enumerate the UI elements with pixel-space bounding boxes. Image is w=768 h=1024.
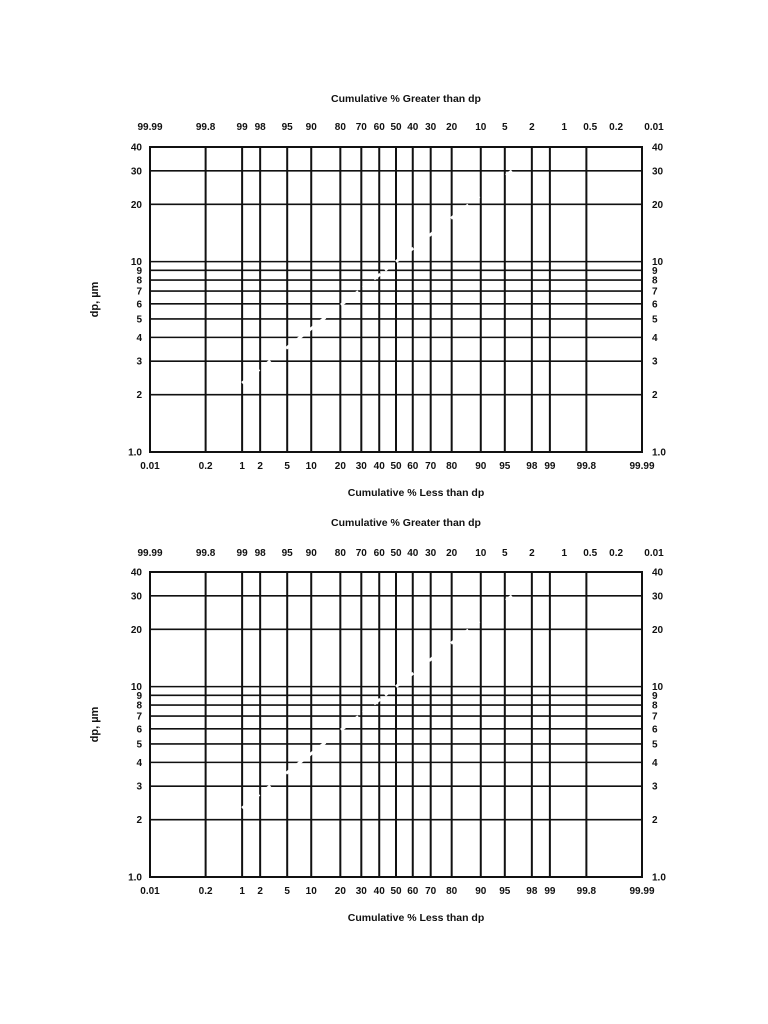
x-tick-label-top: 5: [502, 548, 508, 559]
y-tick-label-right: 6: [652, 724, 658, 736]
y-tick-label-right: 2: [652, 815, 658, 827]
x-tick-label-top: 10: [475, 122, 487, 133]
x-tick-label-top: 70: [355, 122, 367, 133]
y-tick-label-left: 4: [136, 332, 142, 344]
y-tick-label-right: 1.0: [652, 447, 666, 459]
x-tick-label-bottom: 80: [446, 461, 458, 472]
x-tick-label-bottom: 0.01: [140, 886, 160, 897]
x-tick-label-bottom: 99.99: [629, 461, 655, 472]
y-tick-label-right: 10: [652, 682, 664, 694]
x-tick-label-top: 70: [355, 548, 367, 559]
x-tick-label-top: 50: [390, 122, 402, 133]
y-tick-label-left: 10: [130, 682, 142, 694]
x-tick-label-bottom: 30: [355, 461, 367, 472]
y-tick-label-right: 5: [652, 314, 658, 326]
x-tick-label-top: 1: [561, 548, 568, 559]
x-tick-label-bottom: 98: [526, 461, 538, 472]
x-tick-label-top: 99.99: [137, 122, 163, 133]
probability-chart-2: [89, 517, 666, 924]
x-tick-label-top: 90: [305, 122, 317, 133]
y-tick-label-right: 5: [652, 739, 658, 751]
x-tick-label-top: 98: [254, 548, 266, 559]
x-tick-label-top: 5: [502, 122, 508, 133]
x-tick-label-bottom: 70: [425, 886, 437, 897]
y-tick-label-left: 8: [136, 275, 142, 287]
x-tick-label-bottom: 60: [407, 886, 419, 897]
y-tick-label-left: 40: [130, 142, 142, 154]
y-tick-label-left: 3: [136, 781, 142, 793]
y-tick-label-left: 30: [130, 591, 142, 603]
x-tick-label-top: 0.2: [609, 122, 624, 133]
y-tick-label-left: 30: [130, 166, 142, 178]
x-tick-label-bottom: 90: [475, 461, 487, 472]
y-tick-label-left: 20: [130, 624, 142, 636]
x-tick-label-top: 0.5: [583, 122, 598, 133]
x-tick-label-top: 20: [446, 122, 458, 133]
x-tick-label-bottom: 5: [284, 886, 290, 897]
y-tick-label-left: 2: [136, 390, 142, 402]
probability-chart-1: [89, 93, 666, 499]
y-tick-label-right: 20: [652, 624, 664, 636]
x-tick-label-top: 40: [407, 122, 419, 133]
x-tick-label-top: 99: [236, 122, 248, 133]
top-x-axis-title: Cumulative % Greater than dp: [331, 517, 481, 529]
x-tick-label-top: 30: [425, 122, 437, 133]
x-tick-label-bottom: 30: [355, 886, 367, 897]
x-tick-label-bottom: 70: [425, 461, 437, 472]
y-tick-label-left: 10: [130, 257, 142, 269]
x-tick-label-bottom: 80: [446, 886, 458, 897]
x-tick-label-bottom: 40: [373, 886, 385, 897]
x-tick-label-top: 1: [561, 122, 568, 133]
y-axis-title: dp, µm: [89, 281, 101, 318]
bottom-x-axis-title: Cumulative % Less than dp: [347, 912, 485, 924]
y-tick-label-left: 1.0: [128, 447, 142, 459]
x-tick-label-top: 50: [390, 548, 402, 559]
y-tick-label-right: 1.0: [652, 872, 666, 884]
x-tick-label-top: 95: [281, 548, 293, 559]
y-tick-label-right: 3: [652, 356, 658, 368]
x-tick-label-top: 98: [254, 122, 266, 133]
y-tick-label-right: 10: [652, 257, 664, 269]
y-tick-label-right: 2: [652, 390, 658, 402]
x-tick-label-bottom: 0.2: [198, 461, 213, 472]
y-tick-label-left: 4: [136, 757, 142, 769]
x-tick-label-bottom: 99: [544, 886, 556, 897]
y-tick-label-right: 8: [652, 700, 658, 712]
x-tick-label-top: 90: [305, 548, 317, 559]
x-tick-label-bottom: 99.8: [576, 886, 597, 897]
x-tick-label-bottom: 40: [373, 461, 385, 472]
x-tick-label-bottom: 95: [499, 461, 511, 472]
x-tick-label-top: 99.99: [137, 548, 163, 559]
x-tick-label-top: 0.2: [609, 548, 624, 559]
x-tick-label-bottom: 50: [390, 886, 402, 897]
y-tick-label-right: 9: [652, 690, 658, 702]
y-tick-label-right: 4: [652, 757, 658, 769]
x-tick-label-bottom: 90: [475, 886, 487, 897]
x-tick-label-top: 60: [373, 548, 385, 559]
y-tick-label-right: 9: [652, 265, 658, 277]
x-tick-label-top: 80: [334, 122, 346, 133]
x-tick-label-top: 99: [236, 548, 248, 559]
y-tick-label-left: 6: [136, 299, 142, 311]
x-tick-label-top: 2: [529, 548, 535, 559]
x-tick-label-top: 0.01: [644, 548, 664, 559]
x-tick-label-top: 95: [281, 122, 293, 133]
y-tick-label-right: 40: [652, 567, 664, 579]
x-tick-label-bottom: 10: [305, 461, 317, 472]
x-tick-label-bottom: 0.01: [140, 461, 160, 472]
x-tick-label-top: 99.8: [195, 548, 216, 559]
x-tick-label-top: 99.8: [195, 122, 216, 133]
y-tick-label-right: 20: [652, 199, 664, 211]
x-tick-label-bottom: 1: [239, 461, 245, 472]
x-tick-label-bottom: 95: [499, 886, 511, 897]
x-tick-label-bottom: 99.99: [629, 886, 655, 897]
x-tick-label-bottom: 2: [257, 886, 263, 897]
y-tick-label-right: 40: [652, 142, 664, 154]
y-tick-label-right: 7: [652, 711, 658, 723]
y-tick-label-left: 6: [136, 724, 142, 736]
y-tick-label-left: 2: [136, 815, 142, 827]
x-tick-label-top: 2: [529, 122, 535, 133]
x-tick-label-bottom: 0.2: [198, 886, 213, 897]
y-tick-label-left: 9: [136, 690, 142, 702]
x-tick-label-bottom: 60: [407, 461, 419, 472]
y-axis-title: dp, µm: [89, 706, 101, 743]
x-tick-label-bottom: 2: [257, 461, 263, 472]
y-tick-label-left: 9: [136, 265, 142, 277]
y-tick-label-left: 5: [136, 314, 142, 326]
y-tick-label-right: 3: [652, 781, 658, 793]
y-tick-label-right: 4: [652, 332, 658, 344]
x-tick-label-bottom: 99: [544, 461, 556, 472]
y-tick-label-left: 20: [130, 199, 142, 211]
x-tick-label-top: 10: [475, 548, 487, 559]
x-tick-label-bottom: 98: [526, 886, 538, 897]
x-tick-label-top: 20: [446, 548, 458, 559]
y-tick-label-right: 6: [652, 299, 658, 311]
y-tick-label-right: 7: [652, 286, 658, 298]
x-tick-label-top: 40: [407, 548, 419, 559]
x-tick-label-top: 0.5: [583, 548, 598, 559]
y-tick-label-left: 5: [136, 739, 142, 751]
x-tick-label-bottom: 20: [334, 886, 346, 897]
y-tick-label-left: 3: [136, 356, 142, 368]
x-tick-label-bottom: 20: [334, 461, 346, 472]
x-tick-label-bottom: 50: [390, 461, 402, 472]
y-tick-label-left: 8: [136, 700, 142, 712]
y-tick-label-left: 1.0: [128, 872, 142, 884]
x-tick-label-bottom: 1: [239, 886, 245, 897]
x-tick-label-bottom: 99.8: [576, 461, 597, 472]
y-tick-label-right: 30: [652, 166, 664, 178]
x-tick-label-top: 60: [373, 122, 385, 133]
x-tick-label-top: 80: [334, 548, 346, 559]
y-tick-label-left: 7: [136, 711, 142, 723]
y-tick-label-left: 40: [130, 567, 142, 579]
y-tick-label-right: 30: [652, 591, 664, 603]
x-tick-label-top: 0.01: [644, 122, 664, 133]
y-tick-label-left: 7: [136, 286, 142, 298]
top-x-axis-title: Cumulative % Greater than dp: [331, 93, 481, 105]
x-tick-label-top: 30: [425, 548, 437, 559]
y-tick-label-right: 8: [652, 275, 658, 287]
bottom-x-axis-title: Cumulative % Less than dp: [347, 487, 485, 499]
x-tick-label-bottom: 5: [284, 461, 290, 472]
x-tick-label-bottom: 10: [305, 886, 317, 897]
